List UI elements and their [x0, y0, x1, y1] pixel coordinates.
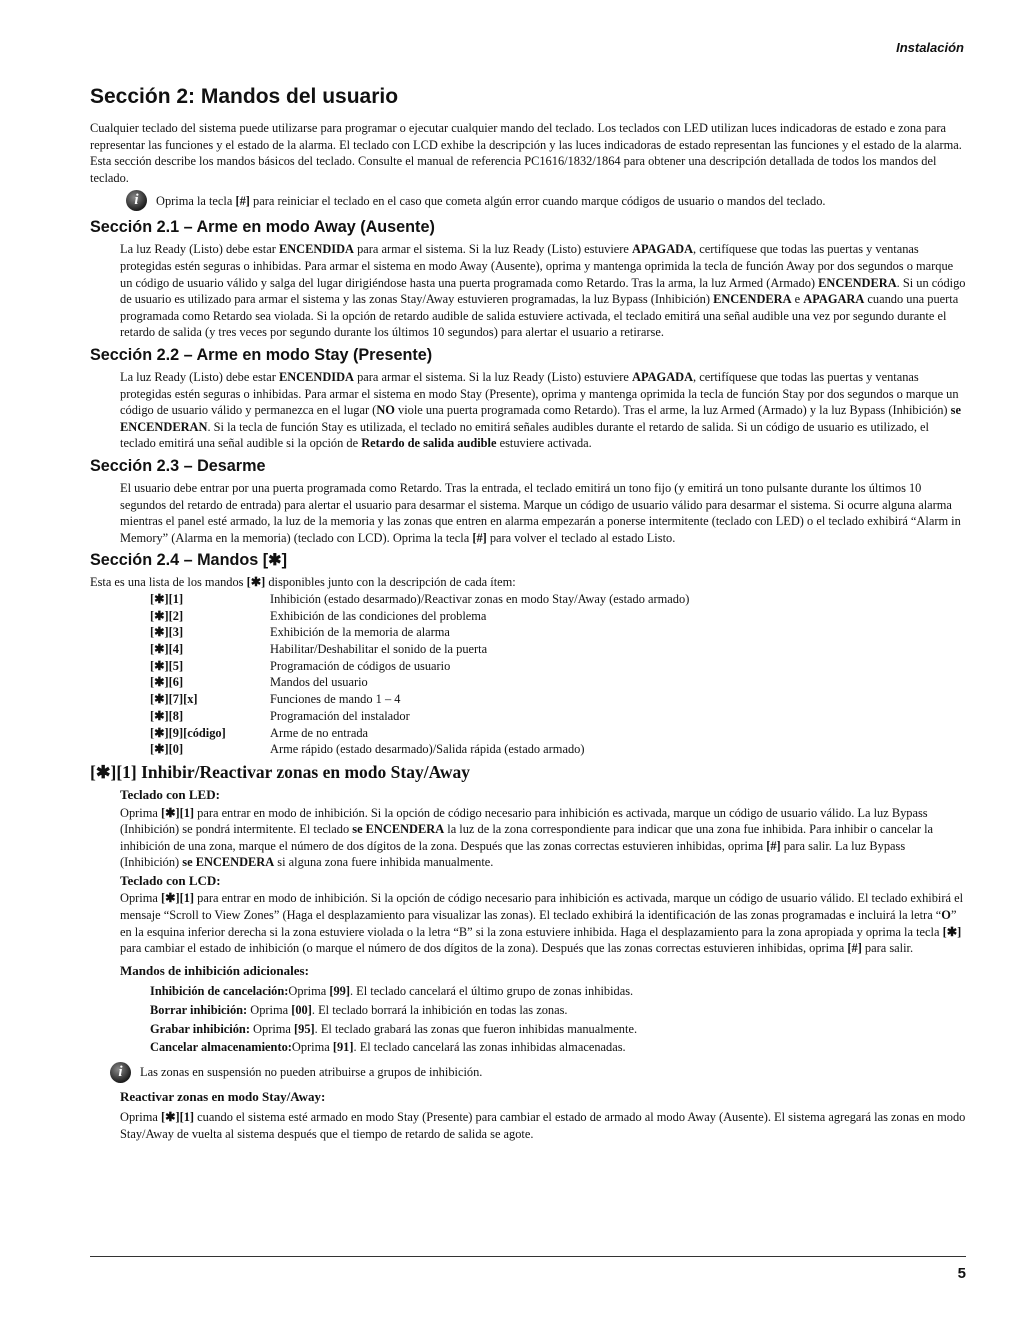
- command-row: [✱][2] Exhibición de las condiciones del problema: [150, 608, 487, 623]
- bypass-heading: [✱][1] Inhibir/Reactivar zonas en modo Stay/Away: [90, 761, 471, 782]
- section-2-2-body: La luz Ready (Listo) debe estar ENCENDIDA para armar el sistema. Si la luz Ready (Listo) estuviere APAGADA, certifíquese que todas las puertas y ventanas protegidas estén seguras o inhibidas. Para armar el sistema en modo Stay (Presente), oprima y mantenga oprimida la tecla de función Stay por dos segundos o marque un código de usuario válido y permanezca en el lugar (NO viole una puerta programada como Retardo). Tras el arme, la luz Armed (Armado) y la luz Bypass (Inhibición) se ENCENDERAN. Si la tecla de función Stay es utilizada, el teclado no emitirá señales audibles durante el retardo de salida. Si un código de usuario es utilizado, el teclado emitirá una señal audible si la opción de Retardo de salida audible estuviere activada.: [120, 369, 961, 451]
- section-2-1-heading: Sección 2.1 – Arme en modo Away (Ausente): [90, 218, 435, 237]
- reactivate-block: [90, 1089, 966, 1143]
- command-row: [✱][0] Arme rápido (estado desarmado)/Salida rápida (estado armado): [150, 742, 585, 757]
- command-row: [✱][5] Programación de códigos de usuario: [150, 658, 451, 673]
- additional-command-item: Grabar inhibición: Oprima [95]. El teclado grabará las zonas que fueron inhibidas manualmente.: [150, 1021, 638, 1036]
- lcd-subheading: Teclado con LCD:: [120, 872, 221, 888]
- section-2-3-heading: Sección 2.3 – Desarme: [90, 456, 266, 475]
- info-note: [90, 190, 966, 211]
- section-2-3-body: El usuario debe entrar por una puerta programada como Retardo. Tras la entrada, el teclado emitirá un tono fijo (y emitirá un tono pulsante durante los últimos 10 segundos del retardo de entrada) para alertar el usuario para desarmar el sistema. Marque un código de usuario válido para desarmar el sistema. Si ocurre alguna alarma mientras el panel esté armado, la luz de la memoria y las zonas que entren en alarma empezarán a ponerse intermitente (teclado con LED) o el teclado exhibirá “Alarm in Memory” (Alarma en la memoria) (teclado con LCD). Oprima la tecla [#] para volver el teclado al estado Listo.: [120, 480, 961, 545]
- note-text: Oprima la tecla [#] para reiniciar el teclado en el caso que cometa algún error cuando marque códigos de usuario o mandos del teclado.: [156, 193, 826, 208]
- info-note: [90, 1062, 966, 1083]
- reactivate-body: Oprima [✱][1] cuando el sistema esté armado en modo Stay (Presente) para cambiar el estado de armado al modo Away (Ausente). El sistema agregará las zonas en modo Stay/Away de vuelta al sistema después que el tiempo de retardo de salida se agote.: [120, 1110, 966, 1141]
- led-subheading: Teclado con LED:: [120, 786, 220, 802]
- command-list: [150, 591, 689, 758]
- command-row: [✱][4] Habilitar/Deshabilitar el sonido de la puerta: [150, 641, 488, 656]
- additional-commands: [90, 983, 966, 1055]
- reactivate-subheading: Reactivar zonas en modo Stay/Away:: [120, 1088, 326, 1104]
- section-2-4-heading: Sección 2.4 – Mandos [✱]: [90, 551, 288, 570]
- command-row: [✱][8] Programación del instalador: [150, 708, 410, 723]
- section-2-4-intro: Esta es una lista de los mandos [✱] disponibles junto con la descripción de cada ítem:: [90, 575, 516, 590]
- page-title: Sección 2: Mandos del usuario: [90, 85, 399, 108]
- info-icon: i: [110, 1062, 131, 1083]
- footer-divider: [90, 1256, 966, 1257]
- additional-command-item: Inhibición de cancelación:Oprima [99]. El teclado cancelará el último grupo de zonas inhibidas.: [150, 984, 634, 999]
- led-body: Oprima [✱][1] para entrar en modo de inhibición. Si la opción de código necesario para inhibición es activada, marque un código de usuario válido. La luz Bypass (Inhibición) se pondrá intermitente. El teclado se ENCENDERA la luz de la zona correspondiente para indicar que una zona fue inhibida. Para inhibir o cancelar la inhibición de una zona, marque el número de dos dígitos de la zona. Después que las zonas correctas estuvieren inhibidas, oprima [#] para salir. La luz Bypass (Inhibición) se ENCENDERA si alguna zona fuere inhibida manualmente.: [120, 805, 934, 870]
- additional-command-item: Borrar inhibición: Oprima [00]. El teclado borrará la inhibición en todas las zonas.: [150, 1003, 568, 1018]
- command-row: [✱][1] Inhibición (estado desarmado)/Reactivar zonas en modo Stay/Away (estado armado): [150, 591, 690, 606]
- command-row: [✱][9][código] Arme de no entrada: [150, 725, 369, 740]
- bypass-led-block: [90, 787, 966, 980]
- intro-paragraph: Cualquier teclado del sistema puede utilizarse para programar o ejecutar cualquier mando del teclado. Los teclados con LED utilizan luces indicadoras de estado e zona para representar las funciones y el estado de la alarma. El teclado con LCD exhibe la descripción y las luces indicadoras de estado representan las funciones y el estado de la alarma. Esta sección describe los mandos básicos del teclado. Consulte el manual de referencia PC1616/1832/1864 para obtener una descripción detallada de todos los mandos del teclado.: [90, 121, 962, 185]
- additional-subheading: Mandos de inhibición adicionales:: [120, 962, 309, 978]
- section-2-2-heading: Sección 2.2 – Arme en modo Stay (Presente): [90, 345, 433, 364]
- info-icon: i: [126, 190, 147, 211]
- page-number: 5: [957, 1265, 966, 1282]
- section-2-1-body: La luz Ready (Listo) debe estar ENCENDIDA para armar el sistema. Si la luz Ready (Listo) estuviere APAGADA, certifíquese que todas las puertas y ventanas protegidas estén seguras o inhibidas. Para armar el sistema en modo Away (Ausente), oprima y mantenga oprimida la tecla de función Away por dos segundos o marque un código de usuario válido y salga del lugar dirigiéndose hasta una puerta programada como Retardo. Tras la arma, la luz Armed (Armado) ENCENDERA. Si un código de usuario es utilizado para armar el sistema y las zonas Stay/Away estuvieren programadas, la luz Bypass (Inhibición) ENCENDERA e APAGARA cuando una puerta programada como Retardo sea violada. Si la opción de retardo audible de salida estuviere activada, el teclado emitirá una señal audible una vez por segundo durante el retardo de salida (y tres veces por segundo durante los últimos 10 segundos) para alertar el usuario a retirarse.: [120, 242, 966, 340]
- page-content: [90, 84, 966, 1143]
- command-row: [✱][3] Exhibición de la memoria de alarma: [150, 625, 450, 640]
- lcd-body: Oprima [✱][1] para entrar en modo de inhibición. Si la opción de código necesario para inhibición es activada, marque un código de usuario válido. El teclado exhibirá el mensaje “Scroll to View Zones” (Haga el desplazamiento para visualizar las zonas). El teclado exhibirá la identificación de las zonas programadas e incluirá la letra “O” en la esquina inferior derecha si la zona estuviere violada o la letra “B” si la zona estuviere inhibida. Haga el desplazamiento para la zona apropiada y oprima la tecla [✱] para cambiar el estado de inhibición (o marque el número de dos dígitos de la zona). Después que las zonas correctas estuvieren inhibidas, oprima [#] para salir.: [120, 891, 964, 956]
- command-row: [✱][7][x] Funciones de mando 1 – 4: [150, 692, 401, 707]
- running-header: Instalación: [896, 40, 964, 55]
- additional-command-item: Cancelar almacenamiento:Oprima [91]. El teclado cancelará las zonas inhibidas almacenadas.: [150, 1040, 626, 1055]
- command-row: [✱][6] Mandos del usuario: [150, 675, 368, 690]
- note-text: Las zonas en suspensión no pueden atribuirse a grupos de inhibición.: [140, 1065, 483, 1080]
